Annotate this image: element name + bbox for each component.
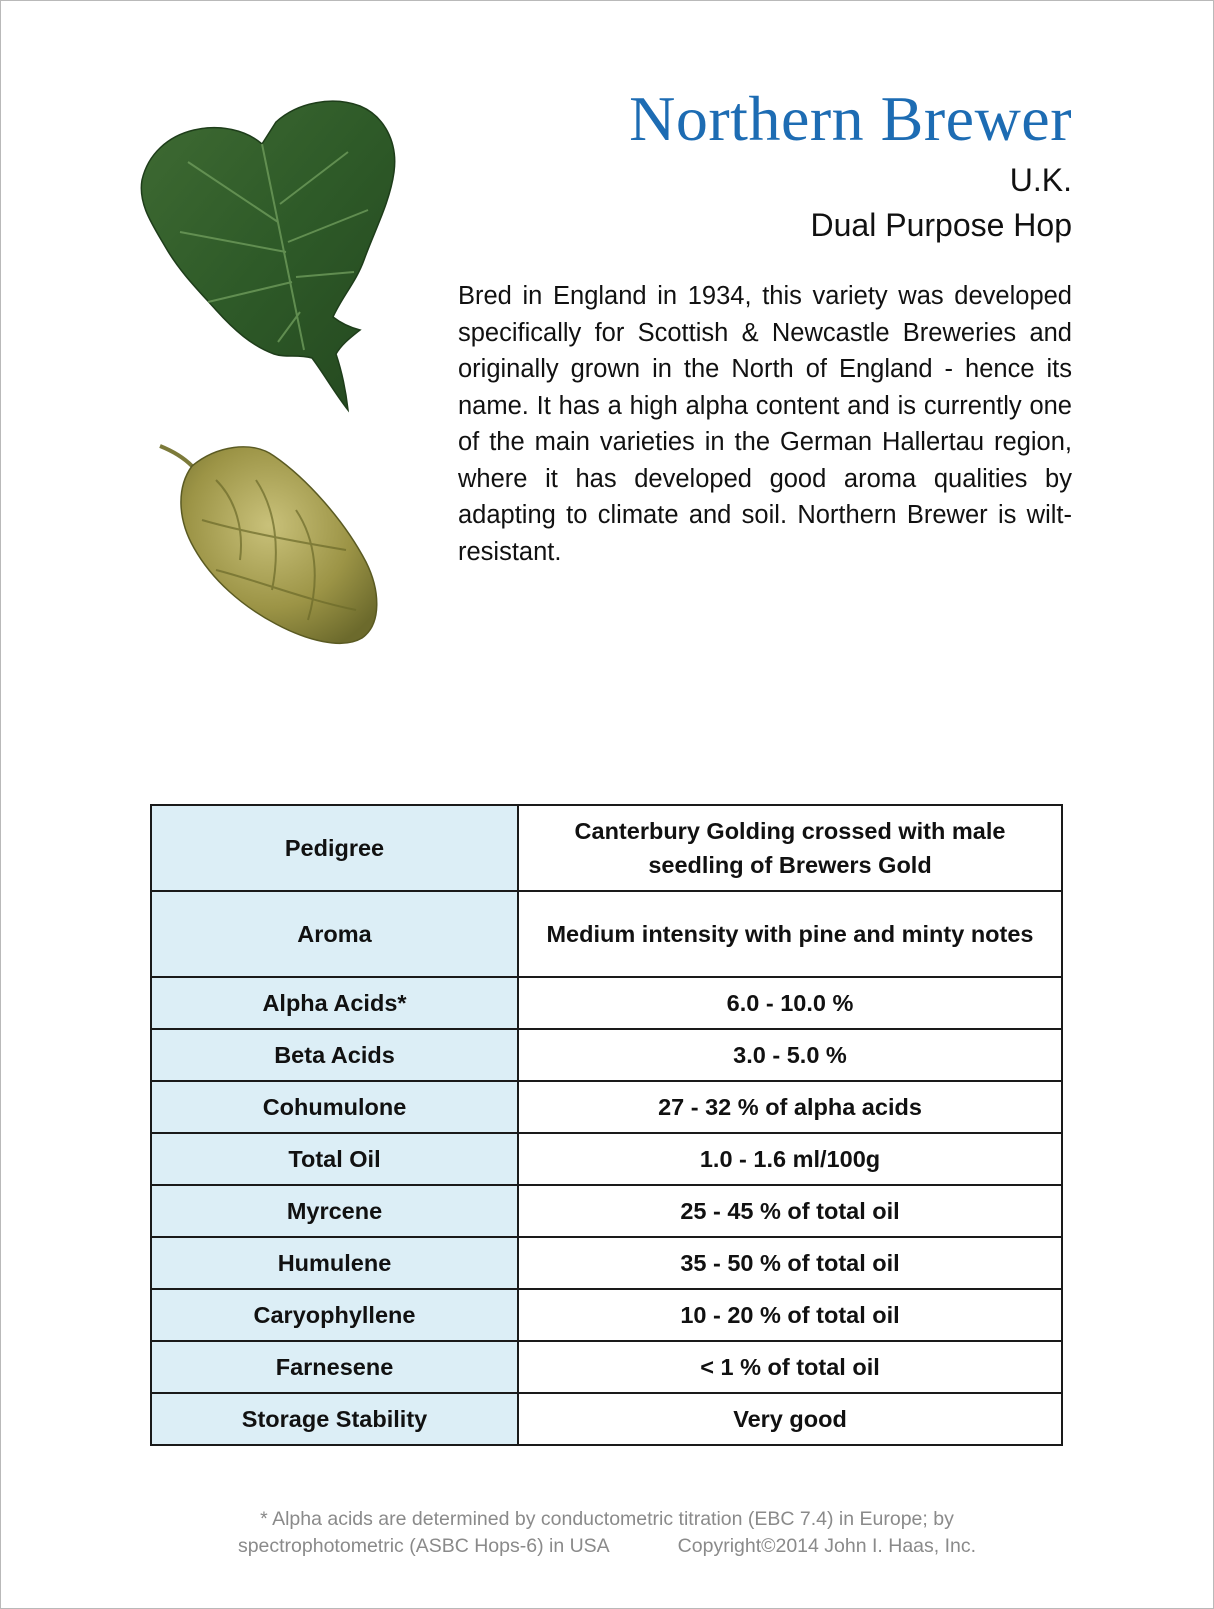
page-title: Northern Brewer: [629, 83, 1072, 154]
table-row: [151, 805, 1062, 891]
spec-value: 27 - 32 % of alpha acids: [518, 1081, 1062, 1133]
spec-label: Total Oil: [151, 1133, 518, 1185]
table-row: [151, 1133, 1062, 1185]
table-row: [151, 1289, 1062, 1341]
spec-value: < 1 % of total oil: [518, 1341, 1062, 1393]
hop-cone-image: [156, 440, 386, 646]
hop-description: Bred in England in 1934, this variety was developed specifically for Scottish & Newcastle Breweries and originally grown in the North of England - hence its name. It has a high alpha content and is currently one of the main varieties in the German Hallertau region, where it has developed good aroma qualities by adapting to climate and soil. Northern Brewer is wilt-resistant.: [458, 282, 1072, 566]
spec-value: 1.0 - 1.6 ml/100g: [518, 1133, 1062, 1185]
spec-value: Canterbury Golding crossed with male seedling of Brewers Gold: [518, 805, 1062, 891]
footnote-method: spectrophotometric (ASBC Hops-6) in USA: [237, 1535, 610, 1557]
table-row: [151, 977, 1062, 1029]
spec-label: Alpha Acids*: [151, 977, 518, 1029]
copyright-notice: Copyright©2014 John I. Haas, Inc.: [677, 1535, 977, 1557]
table-row: [151, 1185, 1062, 1237]
spec-value: 6.0 - 10.0 %: [518, 977, 1062, 1029]
spec-label: Storage Stability: [151, 1393, 518, 1445]
footnote-line-2: [0, 1535, 1214, 1558]
hop-specs-table: [150, 804, 1063, 1446]
spec-label: Caryophyllene: [151, 1289, 518, 1341]
footnote-line-1: * Alpha acids are determined by conductometric titration (EBC 7.4) in Europe; by: [260, 1508, 954, 1530]
table-row: [151, 891, 1062, 977]
spec-label: Cohumulone: [151, 1081, 518, 1133]
table-row: [151, 1393, 1062, 1445]
spec-label: Pedigree: [151, 805, 518, 891]
spec-value: Medium intensity with pine and minty notes: [518, 891, 1062, 977]
spec-value: 10 - 20 % of total oil: [518, 1289, 1062, 1341]
spec-value: 25 - 45 % of total oil: [518, 1185, 1062, 1237]
hop-leaf-image: [128, 92, 418, 422]
table-row: [151, 1341, 1062, 1393]
spec-value: 35 - 50 % of total oil: [518, 1237, 1062, 1289]
spec-label: Farnesene: [151, 1341, 518, 1393]
spec-label: Aroma: [151, 891, 518, 977]
hop-type: Dual Purpose Hop: [810, 207, 1072, 243]
spec-label: Beta Acids: [151, 1029, 518, 1081]
spec-value: 3.0 - 5.0 %: [518, 1029, 1062, 1081]
hop-origin: U.K.: [1009, 162, 1072, 198]
table-row: [151, 1029, 1062, 1081]
table-row: [151, 1237, 1062, 1289]
table-row: [151, 1081, 1062, 1133]
spec-label: Humulene: [151, 1237, 518, 1289]
spec-label: Myrcene: [151, 1185, 518, 1237]
spec-value: Very good: [518, 1393, 1062, 1445]
